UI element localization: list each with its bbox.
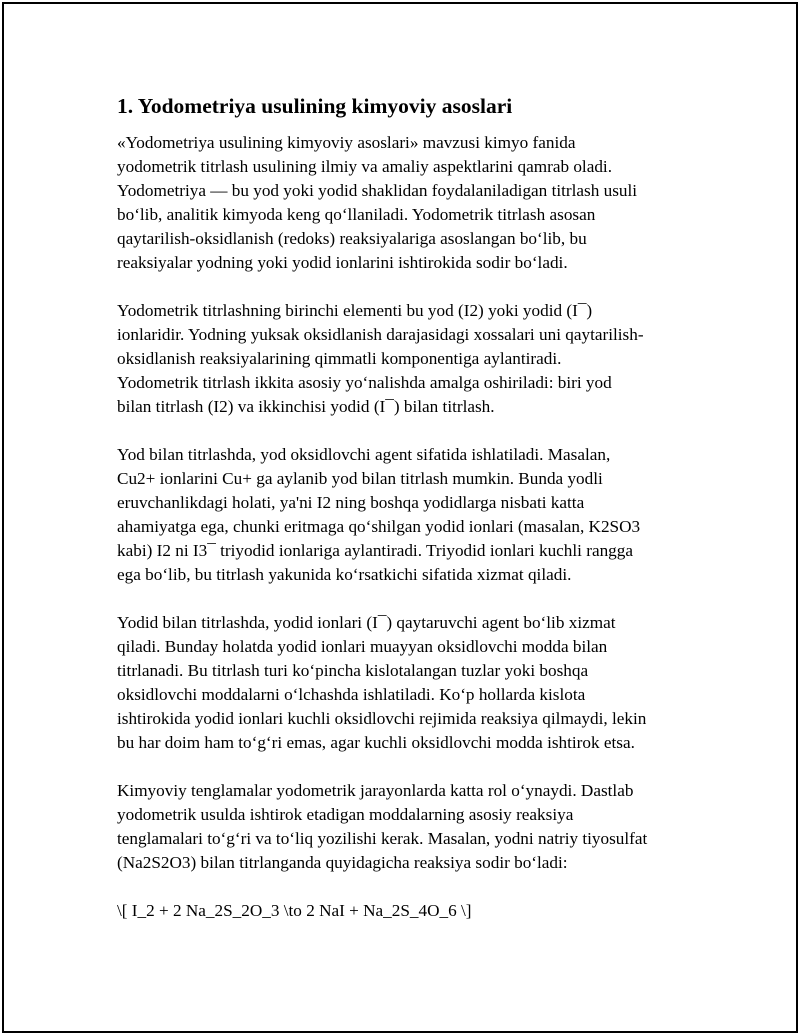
text-line: yodometrik usulda ishtirok etadigan moddalarning asosiy reaksiya [117,805,574,824]
reaction-equation: \[ I_2 + 2 Na_2S_2O_3 \to 2 NaI + Na_2S_4O_6 \] [117,901,472,920]
text-line: Yodometriya — bu yod yoki yodid shaklidan foydalaniladigan titrlash usuli [117,181,638,200]
text-line: qiladi. Bunday holatda yodid ionlari muayyan oksidlovchi modda bilan [117,637,608,656]
document-body [117,92,692,923]
text-line: bu har doim ham to‘g‘ri emas, agar kuchli oksidlovchi modda ishtirok etsa. [117,733,635,752]
text-line: yodometrik titrlash usulining ilmiy va amaliy aspektlarini qamrab oladi. [117,157,612,176]
text-line: ahamiyatga ega, chunki eritmaga qo‘shilgan yodid ionlari (masalan, K2SO3 [117,517,641,536]
paragraph-2 [117,299,692,419]
text-line: tenglamalari to‘g‘ri va to‘liq yozilishi kerak. Masalan, yodni natriy tiyosulfat [117,829,648,848]
text-line: «Yodometriya usulining kimyoviy asoslari» mavzusi kimyo fanida [117,133,576,152]
text-line: Yodid bilan titrlashda, yodid ionlari (I¯) qaytaruvchi agent bo‘lib xizmat [117,613,616,632]
text-line: (Na2S2O3) bilan titrlanganda quyidagicha reaksiya sodir bo‘ladi: [117,853,568,872]
paragraph-1 [117,131,692,275]
text-line: Yodometrik titrlash ikkita asosiy yo‘nalishda amalga oshiriladi: biri yod [117,373,612,392]
text-line: Kimyoviy tenglamalar yodometrik jarayonlarda katta rol o‘ynaydi. Dastlab [117,781,634,800]
text-line: titrlanadi. Bu titrlash turi ko‘pincha kislotalangan tuzlar yoki boshqa [117,661,589,680]
text-line: ega bo‘lib, bu titrlash yakunida ko‘rsatkichi sifatida xizmat qiladi. [117,565,572,584]
paragraph-4 [117,611,692,755]
text-line: qaytarilish-oksidlanish (redoks) reaksiyalariga asoslangan bo‘lib, bu [117,229,587,248]
text-line: kabi) I2 ni I3¯ triyodid ionlariga aylantiradi. Triyodid ionlari kuchli rangga [117,541,634,560]
text-line: eruvchanlikdagi holati, ya'ni I2 ning boshqa yodidlarga nisbati katta [117,493,585,512]
text-line: bilan titrlash (I2) va ikkinchisi yodid (I¯) bilan titrlash. [117,397,495,416]
text-line: oksidlovchi moddalarni o‘lchashda ishlatiladi. Ko‘p hollarda kislota [117,685,586,704]
paragraph-5 [117,779,692,875]
paragraph-3 [117,443,692,587]
text-line: Cu2+ ionlarini Cu+ ga aylanib yod bilan titrlash mumkin. Bunda yodli [117,469,603,488]
section-heading: 1. Yodometriya usulining kimyoviy asoslari [117,94,513,118]
text-line: ionlaridir. Yodning yuksak oksidlanish darajasidagi xossalari uni qaytarilish- [117,325,644,344]
text-line: bo‘lib, analitik kimyoda keng qo‘llaniladi. Yodometrik titrlash asosan [117,205,596,224]
text-line: Yodometrik titrlashning birinchi elementi bu yod (I2) yoki yodid (I¯) [117,301,593,320]
text-line: Yod bilan titrlashda, yod oksidlovchi agent sifatida ishlatiladi. Masalan, [117,445,611,464]
text-line: reaksiyalar yodning yoki yodid ionlarini ishtirokida sodir bo‘ladi. [117,253,568,272]
text-line: oksidlanish reaksiyalarining qimmatli komponentiga aylantiradi. [117,349,562,368]
text-line: ishtirokida yodid ionlari kuchli oksidlovchi rejimida reaksiya qilmaydi, lekin [117,709,647,728]
